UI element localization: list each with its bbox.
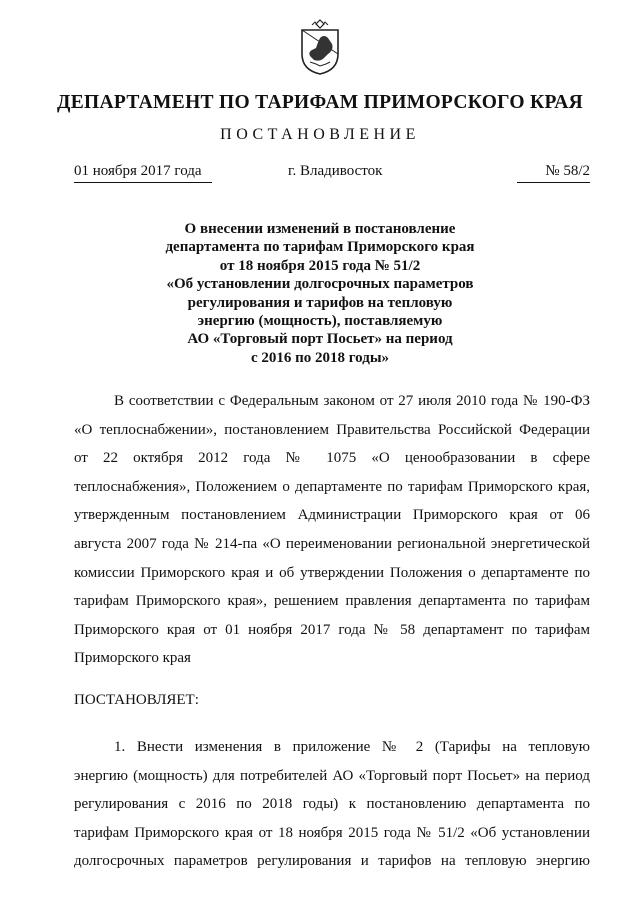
document-date: 01 ноября 2017 года [74, 163, 212, 183]
paragraph-line: теплоснабжения», Положением о департаменте по тарифам Приморского края, [74, 478, 590, 495]
paragraph-line: утвержденным постановлением Администрации Приморского края от 06 [74, 507, 590, 524]
subject-line: О внесении изменений в постановление [184, 221, 456, 237]
subject-line: энергию (мощность), поставляемую [197, 313, 443, 330]
document-subject [0, 220, 640, 367]
subject-line: от 18 ноября 2015 года № 51/2 [219, 257, 421, 274]
subject-line: с 2016 по 2018 годы» [250, 349, 390, 366]
paragraph-line: комиссии Приморского края и об утверждении Положения о департаменте по [74, 564, 590, 581]
paragraph-line: августа 2007 года № 214-па «О переименовании региональной энергетической [74, 535, 590, 552]
paragraph-line: «О теплоснабжении», постановлением Правительства Российской Федерации [74, 421, 590, 438]
preamble-paragraph [74, 387, 590, 673]
coat-of-arms-icon [298, 18, 342, 76]
paragraph-line: от 22 октября 2012 года № 1075 «О ценообразовании в сфере [74, 450, 590, 467]
subject-line: регулирования и тарифов на тепловую [187, 294, 453, 311]
subject-line: департамента по тарифам Приморского края [165, 239, 475, 256]
document-city: г. Владивосток [288, 163, 383, 179]
document-number: № 58/2 [517, 163, 590, 183]
subject-line: АО «Торговый порт Посьет» на период [187, 331, 453, 348]
document-type: ПОСТАНОВЛЕНИЕ [220, 126, 420, 143]
item-1-paragraph [74, 733, 590, 876]
resolve-heading: ПОСТАНОВЛЯЕТ: [74, 692, 199, 708]
paragraph-line: 1. Внести изменения в приложение № 2 (Тарифы на тепловую [114, 739, 590, 755]
paragraph-line: Приморского края [74, 650, 191, 667]
paragraph-line: В соответствии с Федеральным законом от 27 июля 2010 года № 190-ФЗ [114, 393, 590, 409]
paragraph-line: регулирования с 2016 по 2018 годы) к постановлению департамента по [74, 796, 590, 813]
paragraph-line: Приморского края от 01 ноября 2017 года № 58 департамент по тарифам [74, 621, 590, 638]
subject-line: «Об установлении долгосрочных параметров [166, 276, 474, 293]
paragraph-line: долгосрочных параметров регулирования и тарифов на тепловую энергию [74, 853, 590, 870]
department-title: ДЕПАРТАМЕНТ ПО ТАРИФАМ ПРИМОРСКОГО КРАЯ [57, 92, 583, 113]
paragraph-line: тарифам Приморского края от 18 ноября 2015 года № 51/2 «Об установлении [74, 824, 590, 841]
document-meta [74, 163, 590, 187]
paragraph-line: тарифам Приморского края», решением правления департамента по тарифам [74, 593, 590, 610]
paragraph-line: энергию (мощность) для потребителей АО «Торговый порт Посьет» на период [74, 767, 590, 784]
